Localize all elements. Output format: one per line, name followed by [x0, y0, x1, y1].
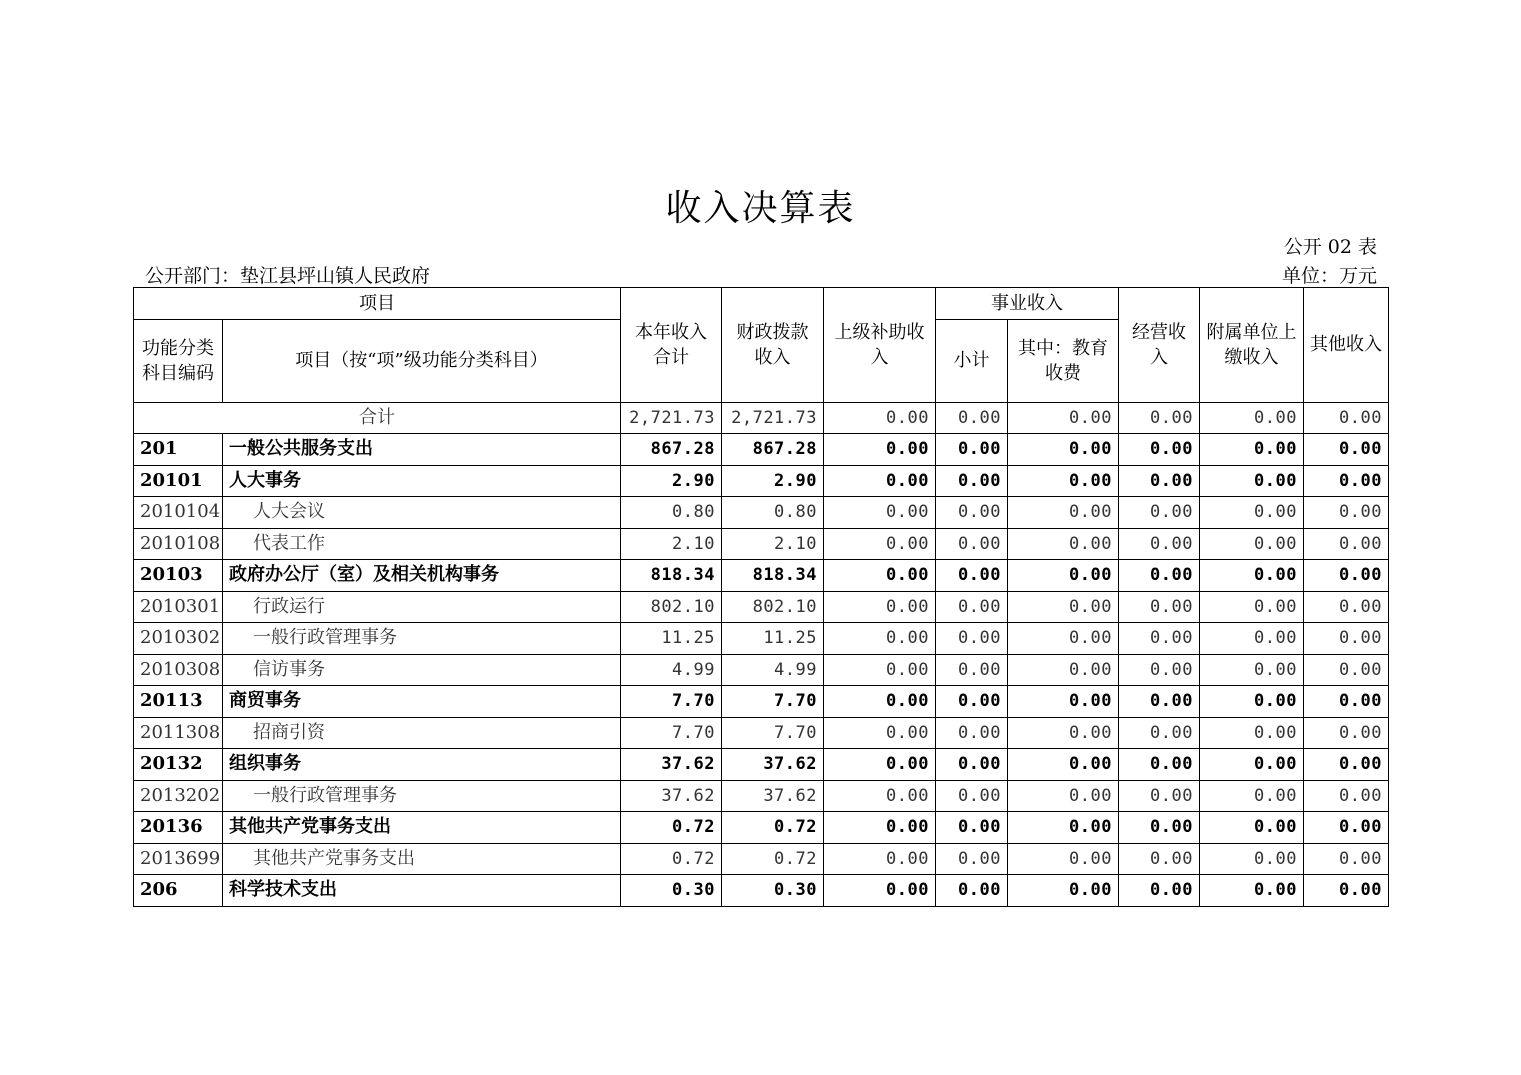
row-value: 0.00 [936, 717, 1008, 749]
row-value: 0.00 [1119, 843, 1200, 875]
row-value: 0.00 [1119, 686, 1200, 718]
row-value: 0.00 [1008, 654, 1119, 686]
row-value: 0.00 [1008, 843, 1119, 875]
row-value: 0.80 [621, 497, 722, 529]
row-value: 0.00 [936, 560, 1008, 592]
row-value: 0.00 [824, 623, 936, 655]
row-value: 818.34 [621, 560, 722, 592]
row-value: 0.00 [824, 654, 936, 686]
row-value: 0.00 [1304, 843, 1389, 875]
row-value: 867.28 [722, 434, 824, 466]
row-value: 37.62 [621, 780, 722, 812]
row-value: 802.10 [621, 591, 722, 623]
total-value: 0.00 [1200, 402, 1304, 434]
row-value: 0.00 [1200, 465, 1304, 497]
table-row [134, 497, 1389, 529]
row-value: 0.00 [1304, 434, 1389, 466]
row-name: 行政运行 [223, 591, 621, 623]
total-value: 0.00 [1119, 402, 1200, 434]
table-row [134, 434, 1389, 466]
row-value: 0.00 [1200, 497, 1304, 529]
row-name: 一般公共服务支出 [223, 434, 621, 466]
row-value: 0.00 [1119, 875, 1200, 907]
row-value: 0.00 [824, 591, 936, 623]
total-value: 0.00 [1008, 402, 1119, 434]
row-name: 一般行政管理事务 [223, 623, 621, 655]
row-value: 2.90 [722, 465, 824, 497]
row-value: 7.70 [722, 686, 824, 718]
row-value: 0.00 [1200, 591, 1304, 623]
row-value: 0.00 [1304, 780, 1389, 812]
row-value: 0.00 [1304, 749, 1389, 781]
header-operating: 经营收入 [1119, 288, 1200, 403]
row-code: 20103 [134, 560, 223, 592]
row-name: 一般行政管理事务 [223, 780, 621, 812]
row-value: 0.72 [722, 812, 824, 844]
total-value: 0.00 [1304, 402, 1389, 434]
row-value: 0.72 [621, 843, 722, 875]
row-value: 0.00 [1119, 434, 1200, 466]
row-value: 0.00 [1304, 686, 1389, 718]
row-value: 0.00 [1119, 528, 1200, 560]
row-value: 0.30 [621, 875, 722, 907]
row-value: 0.00 [1119, 560, 1200, 592]
row-value: 0.00 [936, 434, 1008, 466]
row-value: 37.62 [722, 780, 824, 812]
row-value: 0.00 [1008, 623, 1119, 655]
row-value: 4.99 [621, 654, 722, 686]
row-value: 0.00 [936, 812, 1008, 844]
header-affiliate: 附属单位上缴收入 [1200, 288, 1304, 403]
row-value: 0.00 [1304, 654, 1389, 686]
row-value: 0.00 [1200, 717, 1304, 749]
row-value: 0.00 [936, 591, 1008, 623]
row-value: 0.00 [1008, 528, 1119, 560]
row-name: 招商引资 [223, 717, 621, 749]
row-value: 0.00 [1119, 591, 1200, 623]
row-value: 0.72 [722, 843, 824, 875]
row-value: 0.00 [824, 528, 936, 560]
total-row [134, 402, 1389, 434]
row-code: 20113 [134, 686, 223, 718]
row-value: 0.00 [1119, 812, 1200, 844]
row-value: 0.00 [1119, 465, 1200, 497]
row-value: 0.00 [1008, 591, 1119, 623]
row-value: 0.00 [936, 686, 1008, 718]
row-code: 20101 [134, 465, 223, 497]
row-value: 0.00 [1200, 749, 1304, 781]
row-value: 0.00 [1200, 654, 1304, 686]
row-value: 0.00 [1119, 654, 1200, 686]
row-code: 2010302 [134, 623, 223, 655]
row-code: 20136 [134, 812, 223, 844]
header-fiscal: 财政拨款收入 [722, 288, 824, 403]
header-subtotal: 小计 [936, 319, 1008, 402]
row-name: 其他共产党事务支出 [223, 812, 621, 844]
total-label: 合计 [134, 402, 621, 434]
row-value: 0.30 [722, 875, 824, 907]
table-row [134, 528, 1389, 560]
table-row [134, 465, 1389, 497]
row-value: 0.00 [936, 623, 1008, 655]
row-code: 2011308 [134, 717, 223, 749]
table-row [134, 623, 1389, 655]
table-row [134, 780, 1389, 812]
row-code: 201 [134, 434, 223, 466]
row-value: 0.00 [1008, 749, 1119, 781]
total-value: 0.00 [824, 402, 936, 434]
table-row [134, 717, 1389, 749]
header-edu-fee: 其中：教育收费 [1008, 319, 1119, 402]
row-value: 7.70 [621, 686, 722, 718]
income-settlement-table [133, 287, 1389, 907]
row-value: 0.00 [1008, 434, 1119, 466]
row-value: 0.00 [1008, 780, 1119, 812]
row-name: 代表工作 [223, 528, 621, 560]
row-value: 0.00 [1008, 812, 1119, 844]
row-value: 0.00 [936, 654, 1008, 686]
row-value: 0.72 [621, 812, 722, 844]
row-value: 0.00 [1200, 686, 1304, 718]
row-value: 2.90 [621, 465, 722, 497]
row-value: 0.00 [824, 749, 936, 781]
row-value: 0.00 [1200, 843, 1304, 875]
row-code: 2010308 [134, 654, 223, 686]
row-code: 2010301 [134, 591, 223, 623]
table-row [134, 560, 1389, 592]
row-value: 0.00 [1304, 560, 1389, 592]
header-project: 项目 [134, 288, 621, 320]
row-value: 0.00 [936, 875, 1008, 907]
row-value: 0.00 [1119, 717, 1200, 749]
row-value: 0.00 [1304, 528, 1389, 560]
row-value: 4.99 [722, 654, 824, 686]
row-value: 0.00 [824, 434, 936, 466]
unit-label: 单位：万元 [1281, 265, 1377, 287]
row-value: 0.00 [1119, 497, 1200, 529]
row-value: 7.70 [621, 717, 722, 749]
row-value: 0.00 [824, 843, 936, 875]
header-other: 其他收入 [1304, 288, 1389, 403]
row-value: 0.00 [1200, 623, 1304, 655]
table-row [134, 686, 1389, 718]
total-value: 2,721.73 [621, 402, 722, 434]
row-value: 0.00 [1200, 528, 1304, 560]
row-value: 37.62 [621, 749, 722, 781]
row-value: 0.00 [824, 686, 936, 718]
table-row [134, 749, 1389, 781]
header-func-code: 功能分类科目编码 [134, 319, 223, 402]
row-value: 0.00 [1200, 560, 1304, 592]
row-value: 0.00 [1008, 560, 1119, 592]
row-value: 0.00 [1200, 812, 1304, 844]
table-row [134, 654, 1389, 686]
row-value: 0.00 [1304, 465, 1389, 497]
header-item-name: 项目（按“项”级功能分类科目） [223, 319, 621, 402]
row-value: 0.00 [824, 812, 936, 844]
table-row [134, 843, 1389, 875]
row-value: 0.00 [936, 749, 1008, 781]
row-value: 0.00 [1119, 749, 1200, 781]
row-name: 其他共产党事务支出 [223, 843, 621, 875]
row-value: 11.25 [621, 623, 722, 655]
row-code: 206 [134, 875, 223, 907]
form-number: 公开 02 表 [1283, 236, 1377, 258]
row-value: 0.00 [936, 843, 1008, 875]
row-value: 0.00 [824, 875, 936, 907]
row-value: 0.00 [1200, 434, 1304, 466]
row-name: 商贸事务 [223, 686, 621, 718]
row-value: 818.34 [722, 560, 824, 592]
header-total-income: 本年收入合计 [621, 288, 722, 403]
row-code: 2013699 [134, 843, 223, 875]
row-name: 人大会议 [223, 497, 621, 529]
row-value: 0.00 [824, 497, 936, 529]
row-value: 0.00 [936, 780, 1008, 812]
row-name: 组织事务 [223, 749, 621, 781]
row-code: 2010104 [134, 497, 223, 529]
table-body [134, 402, 1389, 906]
total-value: 0.00 [936, 402, 1008, 434]
row-name: 政府办公厅（室）及相关机构事务 [223, 560, 621, 592]
row-code: 20132 [134, 749, 223, 781]
row-value: 0.00 [824, 780, 936, 812]
page-title: 收入决算表 [665, 188, 856, 229]
row-code: 2010108 [134, 528, 223, 560]
row-value: 867.28 [621, 434, 722, 466]
row-value: 0.00 [936, 465, 1008, 497]
row-value: 0.00 [1304, 875, 1389, 907]
table-row [134, 875, 1389, 907]
row-value: 0.00 [1304, 812, 1389, 844]
row-value: 0.00 [824, 560, 936, 592]
department-label: 公开部门：垫江县坪山镇人民政府 [145, 265, 431, 287]
row-value: 0.80 [722, 497, 824, 529]
table-row [134, 812, 1389, 844]
row-value: 0.00 [1304, 591, 1389, 623]
row-name: 科学技术支出 [223, 875, 621, 907]
row-name: 人大事务 [223, 465, 621, 497]
row-value: 11.25 [722, 623, 824, 655]
header-business: 事业收入 [936, 288, 1119, 320]
row-value: 0.00 [1304, 623, 1389, 655]
header-superior: 上级补助收入 [824, 288, 936, 403]
row-value: 0.00 [1008, 875, 1119, 907]
row-name: 信访事务 [223, 654, 621, 686]
table-row [134, 591, 1389, 623]
row-value: 0.00 [1008, 465, 1119, 497]
row-value: 0.00 [1304, 717, 1389, 749]
row-code: 2013202 [134, 780, 223, 812]
row-value: 2.10 [722, 528, 824, 560]
row-value: 7.70 [722, 717, 824, 749]
row-value: 0.00 [1008, 686, 1119, 718]
row-value: 0.00 [1119, 780, 1200, 812]
row-value: 37.62 [722, 749, 824, 781]
row-value: 802.10 [722, 591, 824, 623]
row-value: 0.00 [936, 528, 1008, 560]
row-value: 0.00 [1008, 717, 1119, 749]
row-value: 0.00 [936, 497, 1008, 529]
row-value: 2.10 [621, 528, 722, 560]
row-value: 0.00 [1008, 497, 1119, 529]
row-value: 0.00 [824, 717, 936, 749]
row-value: 0.00 [1304, 497, 1389, 529]
row-value: 0.00 [824, 465, 936, 497]
total-value: 2,721.73 [722, 402, 824, 434]
row-value: 0.00 [1119, 623, 1200, 655]
row-value: 0.00 [1200, 875, 1304, 907]
row-value: 0.00 [1200, 780, 1304, 812]
